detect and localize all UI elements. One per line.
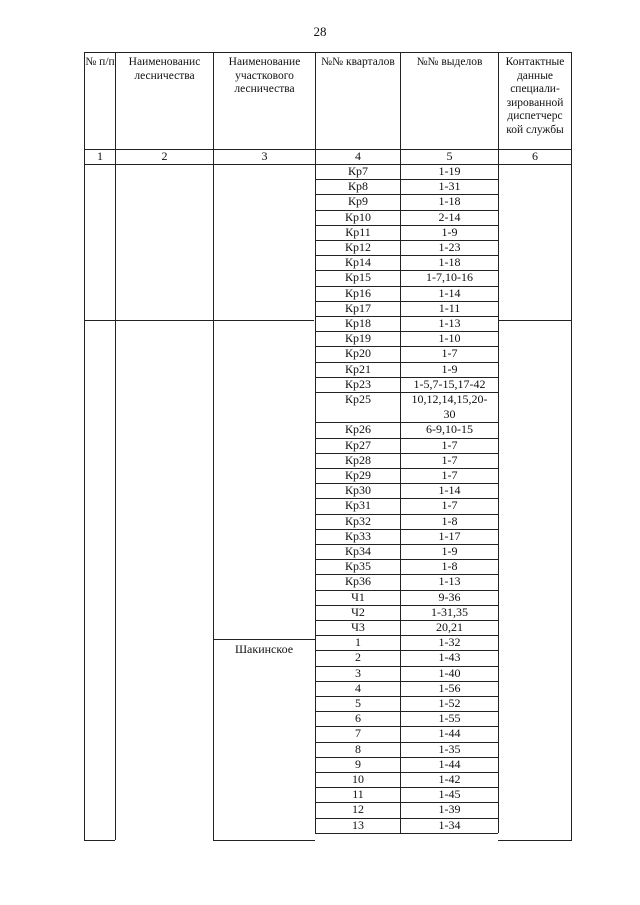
quarter-cell: 5	[355, 696, 361, 710]
forestry-table	[84, 52, 572, 840]
allotment-cell: 1-8	[441, 513, 458, 528]
quarter-cell: Кр18	[344, 316, 371, 330]
cell-border	[498, 286, 499, 301]
cell-border	[498, 605, 499, 620]
quarter-cell: Кр8	[347, 179, 368, 194]
cell-border	[498, 301, 499, 316]
allotment-cell: 6-9,10-15	[426, 422, 473, 437]
allotment-cell: 9-36	[438, 589, 461, 604]
allotment-cell: 1-43	[438, 650, 461, 665]
quarter-cell: Кр12	[344, 240, 371, 254]
page-number: 28	[313, 24, 327, 39]
cell-border	[498, 453, 499, 468]
cell-border	[498, 468, 499, 483]
quarter-cell: Кр14	[344, 255, 371, 270]
column-number: 1	[97, 149, 103, 163]
cell-border	[498, 742, 499, 757]
allotment-cell: 1-7,10-16	[426, 270, 473, 285]
quarter-cell: Кр16	[344, 285, 371, 300]
allotment-cell: 1-9	[441, 361, 458, 376]
cell-border	[498, 362, 499, 377]
quarter-cell: Кр26	[344, 422, 371, 437]
allotment-cell: 1-14	[438, 483, 461, 498]
quarter-cell: 12	[352, 802, 364, 817]
allotment-cell: 1-44	[438, 756, 461, 771]
allotment-cell: 1-17	[438, 528, 461, 543]
row-divider	[315, 833, 498, 834]
cell-border	[498, 772, 499, 787]
quarter-cell: Кр21	[344, 361, 371, 376]
quarter-cell: 3	[355, 665, 361, 680]
allotment-cell: 1-44	[438, 726, 461, 741]
allotment-cell: 1-8	[441, 559, 458, 574]
quarter-cell: Кр30	[344, 483, 371, 498]
header-col-forestry: Наименованис лесничества	[128, 56, 201, 82]
allotment-cell: 1-39	[438, 802, 461, 817]
cell-border	[498, 210, 499, 225]
allotment-cell: 1-18	[438, 194, 461, 209]
header-col-district: Наименование участкового лесничества	[228, 56, 301, 95]
quarter-cell: Кр25	[344, 392, 371, 406]
column-number: 2	[161, 149, 168, 163]
allotment-cell: 1-55	[438, 711, 461, 726]
cell-border	[498, 802, 499, 817]
allotment-cell: 1-7	[441, 346, 458, 361]
cell-border	[498, 346, 499, 361]
cell-border	[498, 574, 499, 589]
quarter-cell: Кр17	[344, 300, 371, 315]
table-border-right	[571, 52, 572, 840]
allotment-cell: 1-56	[438, 680, 461, 695]
cell-border	[498, 757, 499, 772]
quarter-cell: Кр33	[344, 528, 371, 543]
column-number: 5	[446, 149, 453, 163]
cell-border	[498, 696, 499, 711]
header-col-allotments: №№ выделов	[416, 56, 483, 68]
cell-border	[498, 544, 499, 559]
quarter-cell: Кр9	[347, 194, 368, 209]
cell-border	[498, 529, 499, 544]
cell-border	[498, 681, 499, 696]
cell-border	[498, 818, 499, 833]
allotment-cell: 1-45	[438, 787, 461, 802]
cell-border	[498, 726, 499, 741]
cell-border	[498, 620, 499, 635]
allotment-cell: 1-7	[441, 437, 458, 452]
table-border-bottom	[213, 840, 315, 841]
allotment-cell: 1-32	[438, 635, 461, 650]
allotment-cell: 1-42	[438, 772, 461, 786]
allotment-cell: 1-9	[441, 544, 458, 558]
quarter-cell: Кр35	[344, 559, 371, 574]
cell-border	[498, 377, 499, 392]
cell-border	[498, 498, 499, 513]
quarter-cell: 9	[355, 756, 361, 771]
allotment-cell: 1-7	[441, 452, 458, 467]
allotment-cell: 2-14	[438, 209, 461, 224]
cell-border	[498, 392, 499, 422]
cell-border	[498, 331, 499, 346]
group-divider	[498, 320, 572, 321]
quarter-cell: 4	[355, 680, 361, 695]
allotment-cell: 1-31	[438, 179, 461, 194]
quarter-cell: 8	[355, 741, 361, 756]
allotment-cell-continuation: 30	[443, 407, 456, 422]
allotment-cell: 1-31,35	[431, 604, 468, 619]
allotment-cell: 1-34	[438, 817, 461, 832]
table-border-bottom	[84, 840, 115, 841]
quarter-cell: Кр20	[344, 346, 371, 361]
cell-border	[498, 559, 499, 574]
allotment-cell: 1-52	[438, 696, 461, 710]
quarter-cell: Кр28	[344, 452, 371, 467]
column-number: 6	[532, 149, 538, 163]
header-col-contacts: Контактные данные специали-зированной диспетчерс кой службы	[505, 56, 565, 136]
cell-border	[498, 194, 499, 209]
allotment-cell: 1-9	[441, 224, 458, 239]
allotment-cell: 1-23	[438, 240, 461, 254]
cell-border	[498, 164, 499, 179]
cell-border	[498, 650, 499, 665]
cell-border	[498, 270, 499, 285]
quarter-cell: 1	[355, 635, 361, 650]
allotment-cell: 1-35	[438, 741, 461, 756]
cell-border	[498, 711, 499, 726]
quarter-cell: Кр11	[345, 224, 371, 239]
quarter-cell: Кр31	[344, 498, 371, 513]
column-divider	[213, 52, 214, 840]
cell-border	[498, 787, 499, 802]
district-name: Шакинское	[234, 642, 294, 656]
cell-border	[498, 483, 499, 498]
cell-border	[498, 179, 499, 194]
cell-border	[498, 514, 499, 529]
allotment-cell: 1-11	[438, 300, 461, 315]
allotment-cell: 1-13	[438, 316, 461, 330]
table-border-left	[84, 52, 85, 840]
quarter-cell: 7	[355, 726, 361, 741]
allotment-cell: 1-40	[438, 665, 461, 680]
header-col-number: № п/п	[85, 56, 115, 68]
cell-border	[498, 316, 499, 331]
group-divider	[84, 320, 314, 321]
quarter-cell: Кр10	[344, 209, 371, 224]
quarter-cell: Кр7	[347, 164, 368, 178]
cell-border	[498, 225, 499, 240]
allotment-cell: 1-13	[438, 574, 461, 589]
allotment-cell: 20,21	[436, 620, 463, 634]
quarter-cell: 10	[352, 772, 364, 786]
cell-border	[498, 438, 499, 453]
allotment-cell: 1-7	[441, 498, 458, 513]
allotment-cell: 1-19	[438, 164, 461, 178]
quarter-cell: Кр15	[344, 270, 371, 285]
allotment-cell: 1-10	[438, 331, 461, 346]
quarter-cell: Кр19	[344, 331, 371, 346]
quarter-cell: 6	[355, 711, 361, 726]
allotment-cell: 1-14	[438, 285, 461, 300]
group-divider	[213, 639, 315, 640]
column-number: 4	[355, 149, 361, 163]
cell-border	[498, 255, 499, 270]
cell-border	[498, 666, 499, 681]
allotment-cell: 1-18	[438, 255, 461, 270]
quarter-cell: Ч1	[351, 589, 365, 604]
allotment-cell: 1-7	[441, 468, 458, 482]
cell-border	[498, 240, 499, 255]
quarter-cell: Кр27	[344, 437, 371, 452]
cell-border	[498, 422, 499, 437]
table-border-bottom	[498, 840, 572, 841]
table-border-top	[84, 52, 572, 53]
quarter-cell: 11	[352, 787, 364, 802]
quarter-cell: Ч3	[351, 620, 365, 634]
allotment-cell: 10,12,14,15,20-	[411, 392, 488, 406]
cell-border	[498, 590, 499, 605]
column-divider	[115, 52, 116, 840]
cell-border	[498, 635, 499, 650]
quarter-cell: 2	[355, 650, 361, 665]
quarter-cell: Кр32	[344, 513, 371, 528]
column-number: 3	[261, 149, 268, 163]
quarter-cell: Кр23	[344, 376, 371, 391]
quarter-cell: Ч2	[351, 604, 365, 619]
quarter-cell: Кр36	[344, 574, 371, 589]
quarter-cell: Кр29	[344, 468, 371, 482]
quarter-cell: Кр34	[344, 544, 371, 558]
header-col-quarters: №№ кварталов	[321, 56, 395, 68]
allotment-cell: 1-5,7-15,17-42	[413, 376, 486, 391]
quarter-cell: 13	[352, 817, 364, 832]
